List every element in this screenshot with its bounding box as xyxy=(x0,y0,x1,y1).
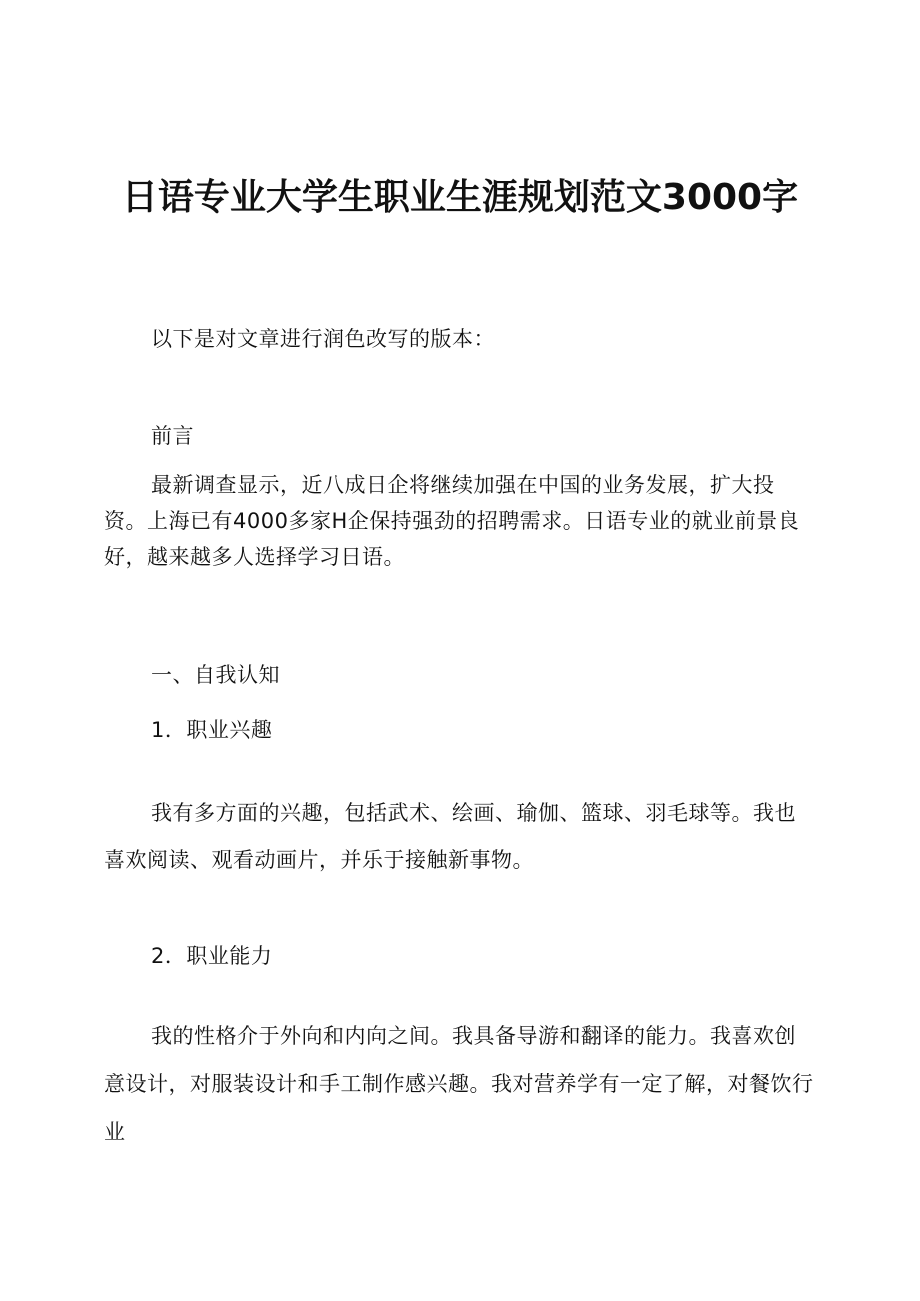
subheading-career-interest: 1．职业兴趣 xyxy=(151,718,273,742)
subheading-career-ability: 2．职业能力 xyxy=(151,944,273,968)
intro-text: 以下是对文章进行润色改写的版本： xyxy=(151,327,495,351)
career-ability-paragraph: 我的性格介于外向和内向之间。我具备导游和翻译的能力。我喜欢创意设计，对服装设计和手工制作感兴趣。我对营养学有一定了解，对餐饮行业 xyxy=(104,1024,814,1144)
section-heading-self-awareness: 一、自我认知 xyxy=(151,663,280,687)
career-interest-paragraph: 我有多方面的兴趣，包括武术、绘画、瑜伽、篮球、羽毛球等。我也喜欢阅读、观看动画片，并乐于接触新事物。 xyxy=(104,801,796,872)
document-title: 日语专业大学生职业生涯规划范文3000字 xyxy=(121,177,799,218)
preface-paragraph: 最新调查显示，近八成日企将继续加强在中国的业务发展，扩大投资。上海已有4000多家H企保持强劲的招聘需求。日语专业的就业前景良好，越来越多人选择学习日语。 xyxy=(104,473,800,569)
preface-heading: 前言 xyxy=(151,424,194,448)
